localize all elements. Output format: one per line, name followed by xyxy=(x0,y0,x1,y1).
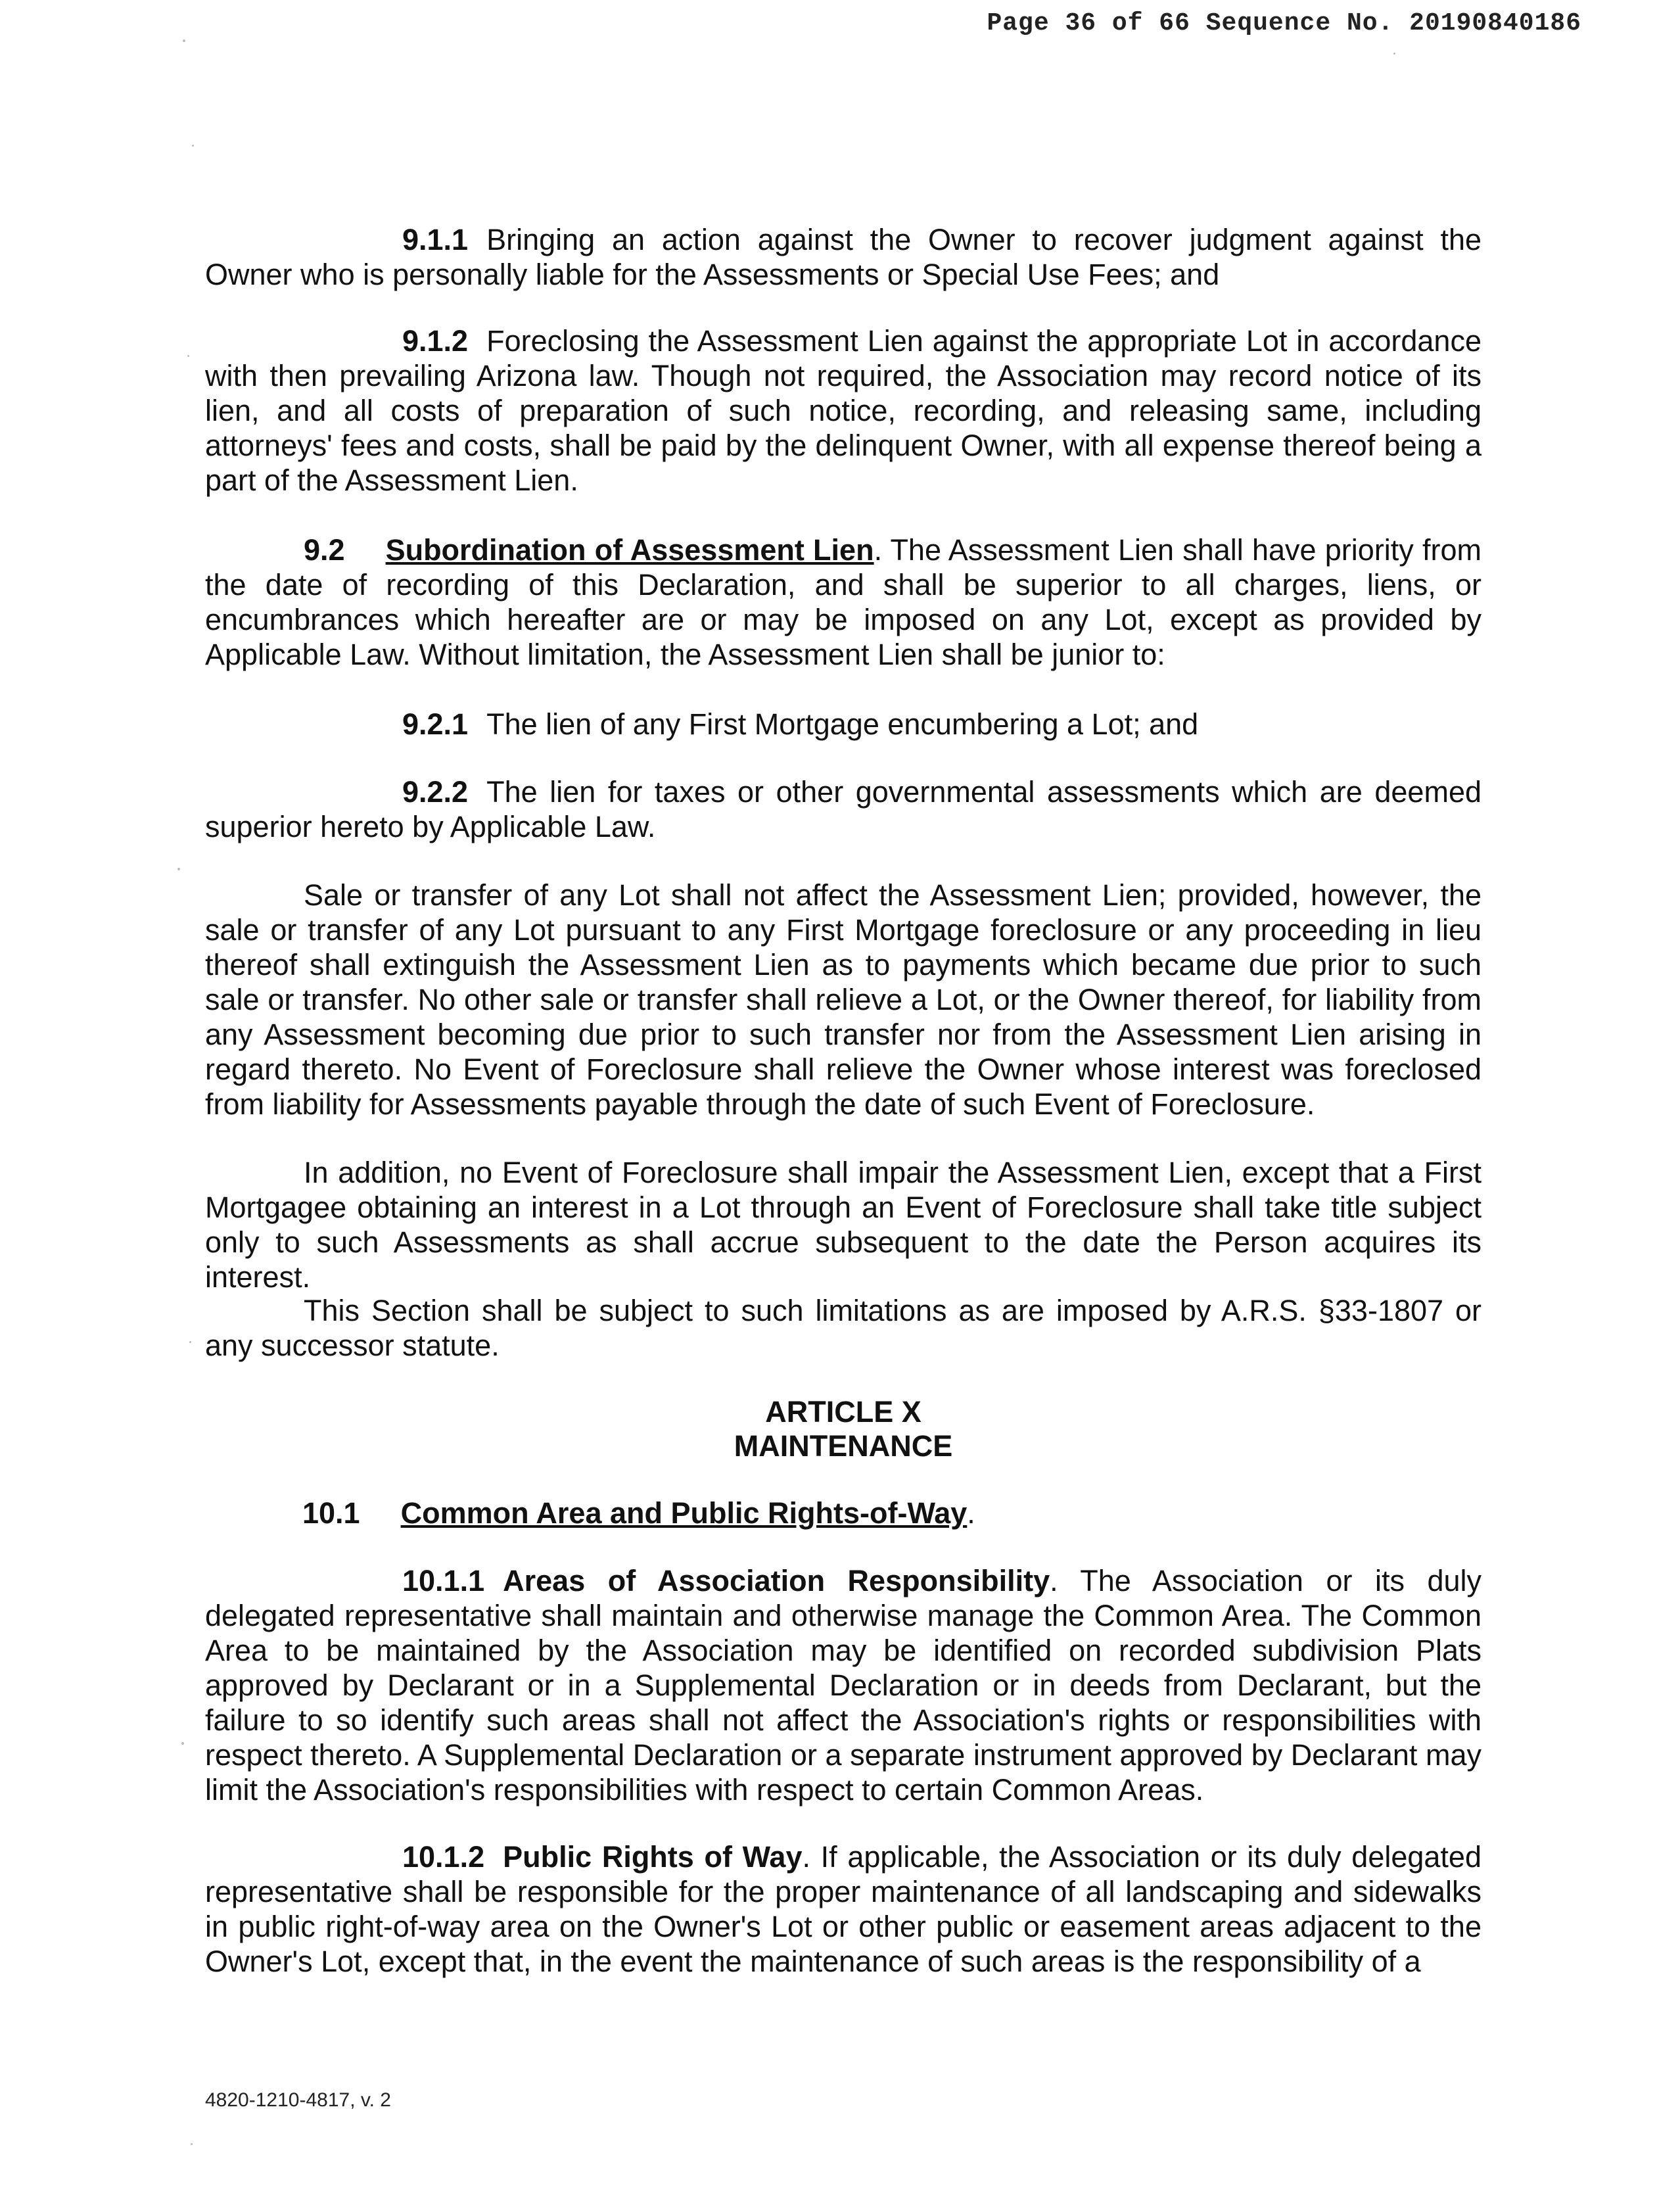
section-number: 10.1.2 xyxy=(402,1840,485,1874)
section-number: 9.1.2 xyxy=(402,324,469,358)
article-title: MAINTENANCE xyxy=(734,1429,953,1463)
paragraph-in-addition xyxy=(205,1155,1482,1294)
section-heading: Common Area and Public Rights-of-Way xyxy=(400,1496,968,1530)
paragraph-text: In addition, no Event of Foreclosure shall impair the Assessment Lien, except that a First Mortgagee obtaining an interest in a Lot through an Event of Foreclosure shall take title subject only to such Assessments as shall accrue subsequent to the date the Person acquires its interest. xyxy=(205,1156,1482,1294)
article-heading xyxy=(205,1395,1482,1463)
scan-speck xyxy=(1393,53,1395,55)
section-heading: Subordination of Assessment Lien xyxy=(385,533,874,567)
paragraph-10-1-1 xyxy=(205,1563,1482,1807)
paragraph-9-2-2 xyxy=(205,774,1482,844)
document-id-footer: 4820-1210-4817, v. 2 xyxy=(205,2089,391,2111)
article-number: ARTICLE X xyxy=(765,1395,922,1429)
section-number: 10.1 xyxy=(302,1496,360,1530)
scan-speck xyxy=(177,868,180,870)
paragraph-10-1-2 xyxy=(205,1839,1482,1979)
paragraph-text: Sale or transfer of any Lot shall not affect the Assessment Lien; provided, however, the sale or transfer of any Lot pursuant to any First Mortgage foreclosure or any proceeding in lieu thereof shall extinguish the Assessment Lien as to payments which became due prior to such sale or transfer. No other sale or transfer shall relieve a Lot, or the Owner thereof, for liability from any Assessment becoming due prior to such transfer nor from the Assessment Lien arising in regard thereto. No Event of Foreclosure shall relieve the Owner whose interest was foreclosed from liability for Assessments payable through the date of such Event of Foreclosure. xyxy=(205,878,1482,1121)
scan-speck xyxy=(191,2143,193,2145)
paragraph-sale-or-transfer xyxy=(205,878,1482,1122)
paragraph-text: The lien for taxes or other governmental assessments which are deemed superior hereto by Applicable Law. xyxy=(205,775,1482,843)
scan-speck xyxy=(187,355,189,357)
paragraph-text: . The Assessment Lien shall have priority from the date of recording of this Declaration, and shall be superior to all charges, liens, or encumbrances which hereafter are or may be imposed on any Lot, except as provided by Applicable Law. Without limitation, the Assessment Lien shall be junior to: xyxy=(205,533,1482,671)
paragraph-9-1-2 xyxy=(205,323,1482,498)
paragraph-text: This Section shall be subject to such limitations as are imposed by A.R.S. §33-1807 or any successor statute. xyxy=(205,1294,1482,1362)
scan-speck xyxy=(192,145,194,147)
paragraph-text: Bringing an action against the Owner to recover judgment against the Owner who is personally liable for the Assessments or Special Use Fees; and xyxy=(205,223,1482,291)
section-10-1-heading xyxy=(302,1496,975,1530)
section-heading: Public Rights of Way xyxy=(503,1840,803,1874)
paragraph-9-1-1 xyxy=(205,222,1482,292)
page-header: Page 36 of 66 Sequence No. 20190840186 xyxy=(987,9,1581,37)
section-number: 10.1.1 xyxy=(402,1564,485,1597)
scan-speck xyxy=(183,39,185,42)
section-number: 9.2 xyxy=(304,533,345,567)
section-number: 9.2.2 xyxy=(402,775,469,809)
section-number: 9.2.1 xyxy=(402,707,469,741)
scan-speck xyxy=(189,1341,191,1343)
paragraph-9-2 xyxy=(205,532,1482,672)
paragraph-9-2-1 xyxy=(205,707,1482,742)
scan-speck xyxy=(181,1742,184,1745)
section-heading-suffix: . xyxy=(967,1496,975,1530)
paragraph-text: . The Association or its duly delegated representative shall maintain and otherwise manage the Common Area. The Common Area to be maintained by the Association may be identified on recorded subdivision Plats approved by Declarant or in a Supplemental Declaration or in deeds from Declarant, but the failure to so identify such areas shall not affect the Association's rights or responsibilities with respect thereto. A Supplemental Declaration or a separate instrument approved by Declarant may limit the Association's responsibilities with respect to certain Common Areas. xyxy=(205,1564,1482,1807)
paragraph-text: . If applicable, the Association or its duly delegated representative shall be responsible for the proper maintenance of all landscaping and sidewalks in public right-of-way area on the Owner's Lot or other public or easement areas adjacent to the Owner's Lot, except that, in the event the maintenance of such areas is the responsibility of a xyxy=(205,1840,1482,1978)
paragraph-text: The lien of any First Mortgage encumbering a Lot; and xyxy=(486,707,1199,741)
paragraph-text: Foreclosing the Assessment Lien against the appropriate Lot in accordance with then prevailing Arizona law. Though not required, the Association may record notice of its lien, and all costs of preparation of such notice, recording, and releasing same, including attorneys' fees and costs, shall be paid by the delinquent Owner, with all expense thereof being a part of the Assessment Lien. xyxy=(205,324,1482,497)
paragraph-this-section xyxy=(205,1293,1482,1363)
section-number: 9.1.1 xyxy=(402,223,469,256)
section-heading: Areas of Association Responsibility xyxy=(503,1564,1050,1597)
